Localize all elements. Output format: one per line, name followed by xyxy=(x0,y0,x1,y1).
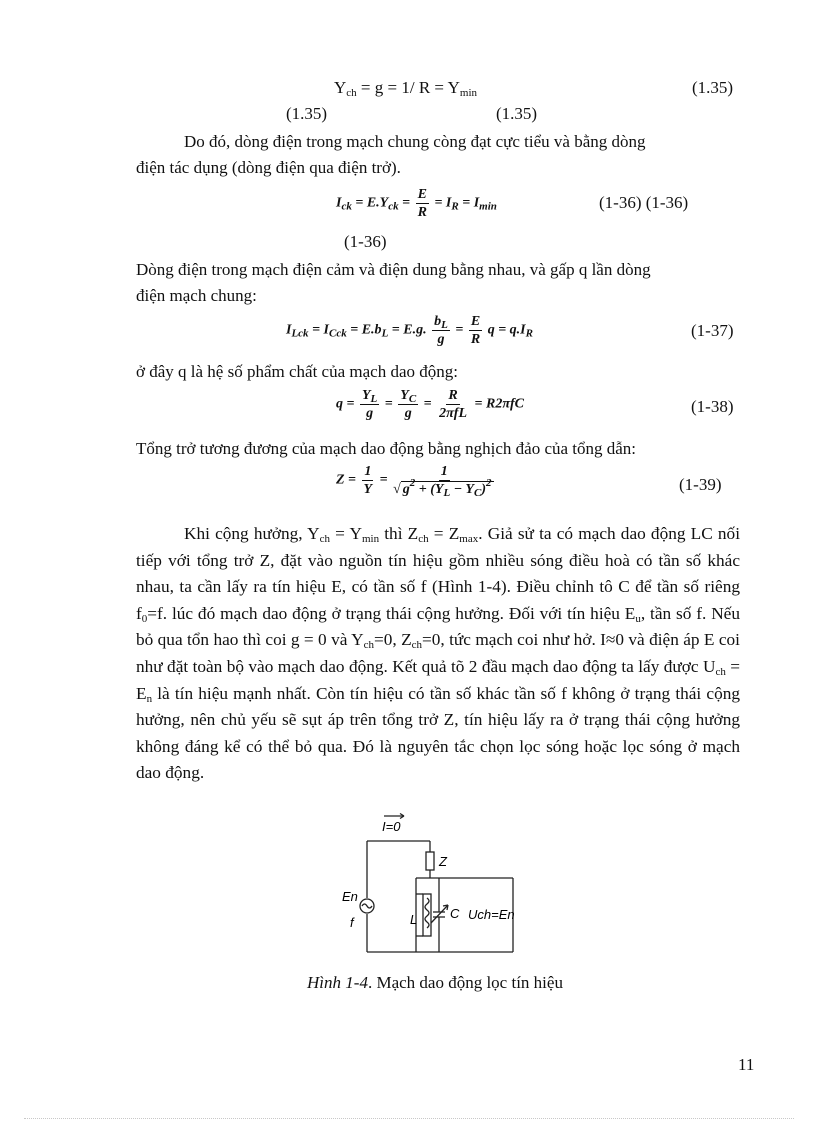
eq-text: − Y xyxy=(450,482,474,497)
text-run: =0, tức mạch coi như hở. I≈0 và điện áp E coi như đặt toàn bộ vào mạch dao động. Kết quả tõ 2 đầu mạch dao động ta lấy được U xyxy=(136,630,740,676)
eq-text: g xyxy=(402,482,410,497)
eq-subscript: C xyxy=(474,487,482,499)
text-run: = Y xyxy=(330,524,362,543)
fraction-numerator: R xyxy=(448,388,458,403)
subscript: n xyxy=(146,692,153,705)
eq-text: Y xyxy=(361,388,371,403)
subscript: min xyxy=(361,533,380,545)
text-run: = E xyxy=(136,656,740,703)
equation-number-duplicate: (1.35) xyxy=(286,104,328,123)
eq-text: = xyxy=(379,472,388,488)
eq-text: = xyxy=(398,195,411,211)
equation-1-37 xyxy=(286,313,533,348)
eq-subscript: L xyxy=(443,487,451,499)
subscript: ch xyxy=(418,533,429,545)
paragraph-line: Do đó, dòng điện trong mạch chung còng đạt cực tiểu và bằng dòng xyxy=(184,132,646,151)
equation-1-35 xyxy=(334,78,477,98)
text-run: = Z xyxy=(428,524,460,543)
eq-superscript: 2 xyxy=(486,477,492,489)
fraction-denominator: R xyxy=(417,205,427,220)
eq-subscript: min xyxy=(479,200,497,213)
page-bottom-divider xyxy=(24,1118,794,1119)
body-paragraph xyxy=(136,521,740,787)
eq-subscript: R xyxy=(451,200,459,213)
equation-number-duplicate: (1-36) xyxy=(344,232,387,251)
subscript: ch xyxy=(363,639,374,652)
fraction-numerator: 1 xyxy=(364,464,372,479)
output-voltage-label: Uch=En xyxy=(468,907,515,922)
text-run: là tín hiệu mạnh nhất. Còn tín hiệu có tần số khác tần số f không ở trạng thái cộng hưởng, nên chủ yếu sẽ sụt áp trên tổng trở Z, tín hiệu lấy ra ở trạng thái cộng hưởng không đáng kể có thể bỏ qua. Đó là nguyên tắc chọn lọc sóng hoặc lọc sóng ở mạch dao động. xyxy=(136,683,740,783)
fraction-numerator xyxy=(398,387,418,405)
eq-text: = E.g. xyxy=(388,322,427,338)
eq-text: q = xyxy=(336,396,355,412)
equation-number-duplicate: (1.35) xyxy=(496,104,538,123)
source-label: En xyxy=(342,889,358,904)
equation-number: (1-38) xyxy=(691,397,734,416)
fraction xyxy=(416,186,429,221)
fraction xyxy=(469,313,482,348)
subscript: u xyxy=(635,612,641,625)
paragraph xyxy=(136,521,740,787)
eq-text: = xyxy=(423,396,432,412)
fraction-denominator: Y xyxy=(363,482,373,497)
paragraph-line: điện mạch chung: xyxy=(136,286,257,305)
eq-text: = I xyxy=(458,195,480,211)
sqrt-sign: √ xyxy=(393,482,401,497)
text-run: thì Z xyxy=(379,524,419,543)
subscript: 0 xyxy=(141,612,148,625)
paragraph-line: điện tác dụng (dòng điện qua điện trở). xyxy=(136,158,401,177)
caption-text: . Mạch dao động lọc tín hiệu xyxy=(367,973,563,992)
eq-subscript: Cck xyxy=(329,327,347,340)
fraction-denominator-root xyxy=(393,477,495,499)
eq-text: = E.b xyxy=(346,322,382,338)
equation-1-38 xyxy=(336,387,524,422)
capacitor-label: C xyxy=(450,906,460,921)
equation-number: (1-36) (1-36) xyxy=(599,193,689,212)
fraction xyxy=(393,463,495,498)
eq-text: Z = xyxy=(336,472,357,488)
eq-subscript: L xyxy=(370,393,378,405)
equation-number: (1-37) xyxy=(691,321,734,340)
sqrt-radicand xyxy=(401,477,494,499)
fraction-denominator: R xyxy=(470,332,481,347)
fraction xyxy=(437,387,469,422)
eq-subscript: R xyxy=(525,327,533,340)
fraction-numerator xyxy=(360,387,379,405)
text-run: =0, Z xyxy=(374,630,412,650)
eq-text: I xyxy=(336,195,342,211)
text-run: Khi cộng hưởng, Y xyxy=(184,524,320,543)
inductor-coil-icon xyxy=(425,898,429,928)
eq-text: b xyxy=(434,314,442,329)
fraction xyxy=(360,387,379,422)
fraction xyxy=(432,313,450,348)
ac-wave-icon xyxy=(362,904,372,908)
eq-superscript: 2 xyxy=(409,477,416,489)
circuit-diagram xyxy=(330,812,560,962)
page-number: 11 xyxy=(738,1055,755,1074)
eq-subscript: L xyxy=(381,327,389,340)
eq-subscript: ck xyxy=(341,200,352,213)
fraction-denominator: g xyxy=(404,406,412,421)
subscript: max xyxy=(459,533,479,545)
impedance-z-symbol xyxy=(426,852,434,870)
inductor-label: L xyxy=(410,912,418,927)
eq-subscript: L xyxy=(441,319,448,331)
figure-caption xyxy=(0,973,816,993)
text-run: , tần số f. Nếu bỏ qua tổn hao thì coi g = 0 và Y xyxy=(136,603,740,650)
current-label: I=0 xyxy=(382,819,401,834)
text-run: =f. lúc đó mạch dao động ở trạng thái cộng hưởng. Đối với tín hiệu E xyxy=(147,603,636,623)
subscript: ch xyxy=(715,665,726,678)
equation-1-39 xyxy=(336,463,498,498)
paragraph-line: Tổng trở tương đương của mạch dao động bằng nghịch đảo của tổng dẫn: xyxy=(136,439,637,458)
fraction-numerator: 1 xyxy=(440,464,448,479)
fraction-denominator: 2πfL xyxy=(439,406,468,421)
eq-subscript: ck xyxy=(388,200,399,213)
paragraph-line: Dòng điện trong mạch điện cảm và điện dung bằng nhau, và gấp q lần dòng xyxy=(136,260,651,279)
fraction-numerator: E xyxy=(417,187,427,202)
frequency-label: f xyxy=(350,915,354,930)
fraction-denominator: g xyxy=(437,332,445,347)
fraction-denominator: g xyxy=(366,406,374,421)
text-run: . Giả sử ta có mạch dao động LC nối tiếp với tổng trở Z, đặt vào nguồn tín hiệu gồm nhiều sóng điều hoà có tần số khác nhau, ta cần lấy ra tín hiệu E, có tần số f (Hình 1-4). Điều chỉnh tô C để tần số riêng f xyxy=(136,524,740,623)
eq-text: = xyxy=(384,396,393,412)
eq-text: q = q.I xyxy=(487,322,526,338)
eq-text: = I xyxy=(434,195,452,211)
eq-text: ) xyxy=(481,482,487,497)
eq-text: = E.Y xyxy=(351,195,389,211)
inductor-l-symbol xyxy=(423,894,431,936)
subscript: ch xyxy=(319,533,331,545)
fraction xyxy=(362,463,375,498)
eq-text: I xyxy=(286,322,292,338)
eq-text: = I xyxy=(308,322,329,338)
paragraph-line: ở đây q là hệ số phẩm chất của mạch dao động: xyxy=(136,362,458,381)
eq-text: + (Y xyxy=(415,482,444,497)
eq-subscript: Lck xyxy=(291,327,309,340)
eq-text: Y xyxy=(334,78,347,97)
subscript: ch xyxy=(411,639,423,652)
eq-text: Y xyxy=(400,388,409,403)
equation-1-36 xyxy=(336,186,497,221)
impedance-label: Z xyxy=(439,854,447,869)
eq-subscript: C xyxy=(408,393,417,405)
fraction-numerator xyxy=(432,313,450,331)
eq-subscript: min xyxy=(459,87,478,99)
eq-subscript: ch xyxy=(346,87,357,99)
eq-text: = R2πfC xyxy=(474,396,524,412)
caption-figure-ref: Hình 1-4 xyxy=(307,973,368,992)
eq-text: = xyxy=(455,322,464,338)
fraction xyxy=(398,387,418,422)
eq-text: = g = 1/ R = Y xyxy=(356,78,460,97)
equation-number: (1-39) xyxy=(679,475,722,494)
equation-number: (1.35) xyxy=(692,78,734,97)
fraction-numerator: E xyxy=(470,314,481,329)
